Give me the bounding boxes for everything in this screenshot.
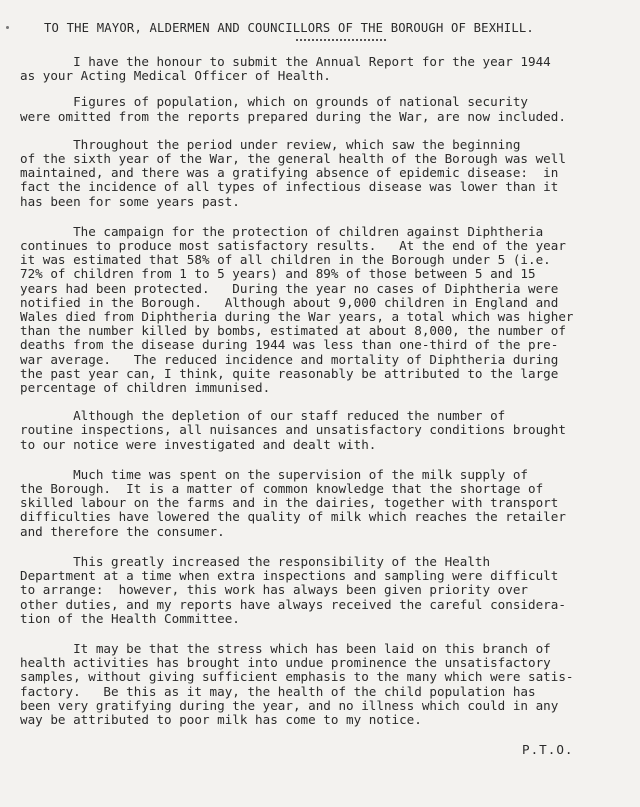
text-line: years had been protected. During the year no cases of Diphtheria were xyxy=(20,280,559,296)
text-line: the past year can, I think, quite reasonably be attributed to the large xyxy=(20,365,559,381)
text-line: been very gratifying during the year, and no illness which could in any xyxy=(20,697,559,713)
text-line: continues to produce most satisfactory results. At the end of the year xyxy=(20,238,566,254)
text-line: other duties, and my reports have always received the careful considera- xyxy=(20,596,566,612)
text-line: has been for some years past. xyxy=(20,193,240,209)
text-line: routine inspections, all nuisances and unsatisfactory conditions brought xyxy=(20,422,566,438)
paragraph-1 xyxy=(20,55,624,83)
text-line: The campaign for the protection of children against Diphtheria xyxy=(20,223,544,239)
text-line: Department at a time when extra inspections and sampling were difficult xyxy=(20,568,559,584)
heading-underline xyxy=(296,39,386,41)
text-line: Figures of population, which on grounds of national security xyxy=(20,94,528,110)
text-line: it was estimated that 58% of all children in the Borough under 5 (i.e. xyxy=(20,252,551,268)
text-line: factory. Be this as it may, the health of the child population has xyxy=(20,683,536,699)
paragraph-3 xyxy=(20,138,624,209)
text-line: health activities has brought into undue prominence the unsatisfactory xyxy=(20,655,551,671)
text-line: to our notice were investigated and dealt with. xyxy=(20,436,377,452)
text-line: and therefore the consumer. xyxy=(20,523,225,539)
paragraph-5 xyxy=(20,409,624,452)
text-line: way be attributed to poor milk has come to my notice. xyxy=(20,711,422,727)
text-line: skilled labour on the farms and in the dairies, together with transport xyxy=(20,495,559,511)
text-line: tion of the Health Committee. xyxy=(20,610,240,626)
text-line: Wales died from Diphtheria during the War years, a total which was higher xyxy=(20,309,574,325)
text-line: 72% of children from 1 to 5 years) and 89% of those between 5 and 15 xyxy=(20,266,536,282)
text-line: maintained, and there was a gratifying absence of epidemic disease: in xyxy=(20,165,559,181)
text-line: difficulties have lowered the quality of milk which reaches the retailer xyxy=(20,509,566,525)
text-line: fact the incidence of all types of infectious disease was lower than it xyxy=(20,179,559,195)
paragraph-2 xyxy=(20,95,624,123)
text-line: samples, without giving sufficient emphasis to the many which were satis- xyxy=(20,669,574,685)
paragraph-7 xyxy=(20,555,624,626)
text-line: than the number killed by bombs, estimated at about 8,000, the number of xyxy=(20,323,566,339)
paragraph-4 xyxy=(20,225,624,395)
text-line: Although the depletion of our staff reduced the number of xyxy=(20,408,506,424)
text-line: were omitted from the reports prepared during the War, are now included. xyxy=(20,108,566,124)
margin-dot xyxy=(6,26,9,29)
page-heading: TO THE MAYOR, ALDERMEN AND COUNCILLORS OF THE BOROUGH OF BEXHILL. xyxy=(44,21,534,35)
report-body xyxy=(20,55,624,727)
text-line: as your Acting Medical Officer of Health. xyxy=(20,68,331,84)
text-line: Much time was spent on the supervision of the milk supply of xyxy=(20,466,528,482)
paragraph-6 xyxy=(20,468,624,539)
text-line: to arrange: however, this work has always been given priority over xyxy=(20,582,528,598)
text-line: It may be that the stress which has been laid on this branch of xyxy=(20,640,551,656)
text-line: of the sixth year of the War, the general health of the Borough was well xyxy=(20,151,566,167)
text-line: deaths from the disease during 1944 was less than one-third of the pre- xyxy=(20,337,559,353)
text-line: war average. The reduced incidence and mortality of Diphtheria during xyxy=(20,351,559,367)
page-turn-note: P.T.O. xyxy=(522,742,574,757)
text-line: This greatly increased the responsibility of the Health xyxy=(20,553,491,569)
text-line: Throughout the period under review, which saw the beginning xyxy=(20,136,521,152)
paragraph-8 xyxy=(20,642,624,727)
text-line: percentage of children immunised. xyxy=(20,380,271,396)
text-line: the Borough. It is a matter of common knowledge that the shortage of xyxy=(20,481,544,497)
text-line: notified in the Borough. Although about 9,000 children in England and xyxy=(20,294,559,310)
text-line: I have the honour to submit the Annual Report for the year 1944 xyxy=(20,54,551,69)
